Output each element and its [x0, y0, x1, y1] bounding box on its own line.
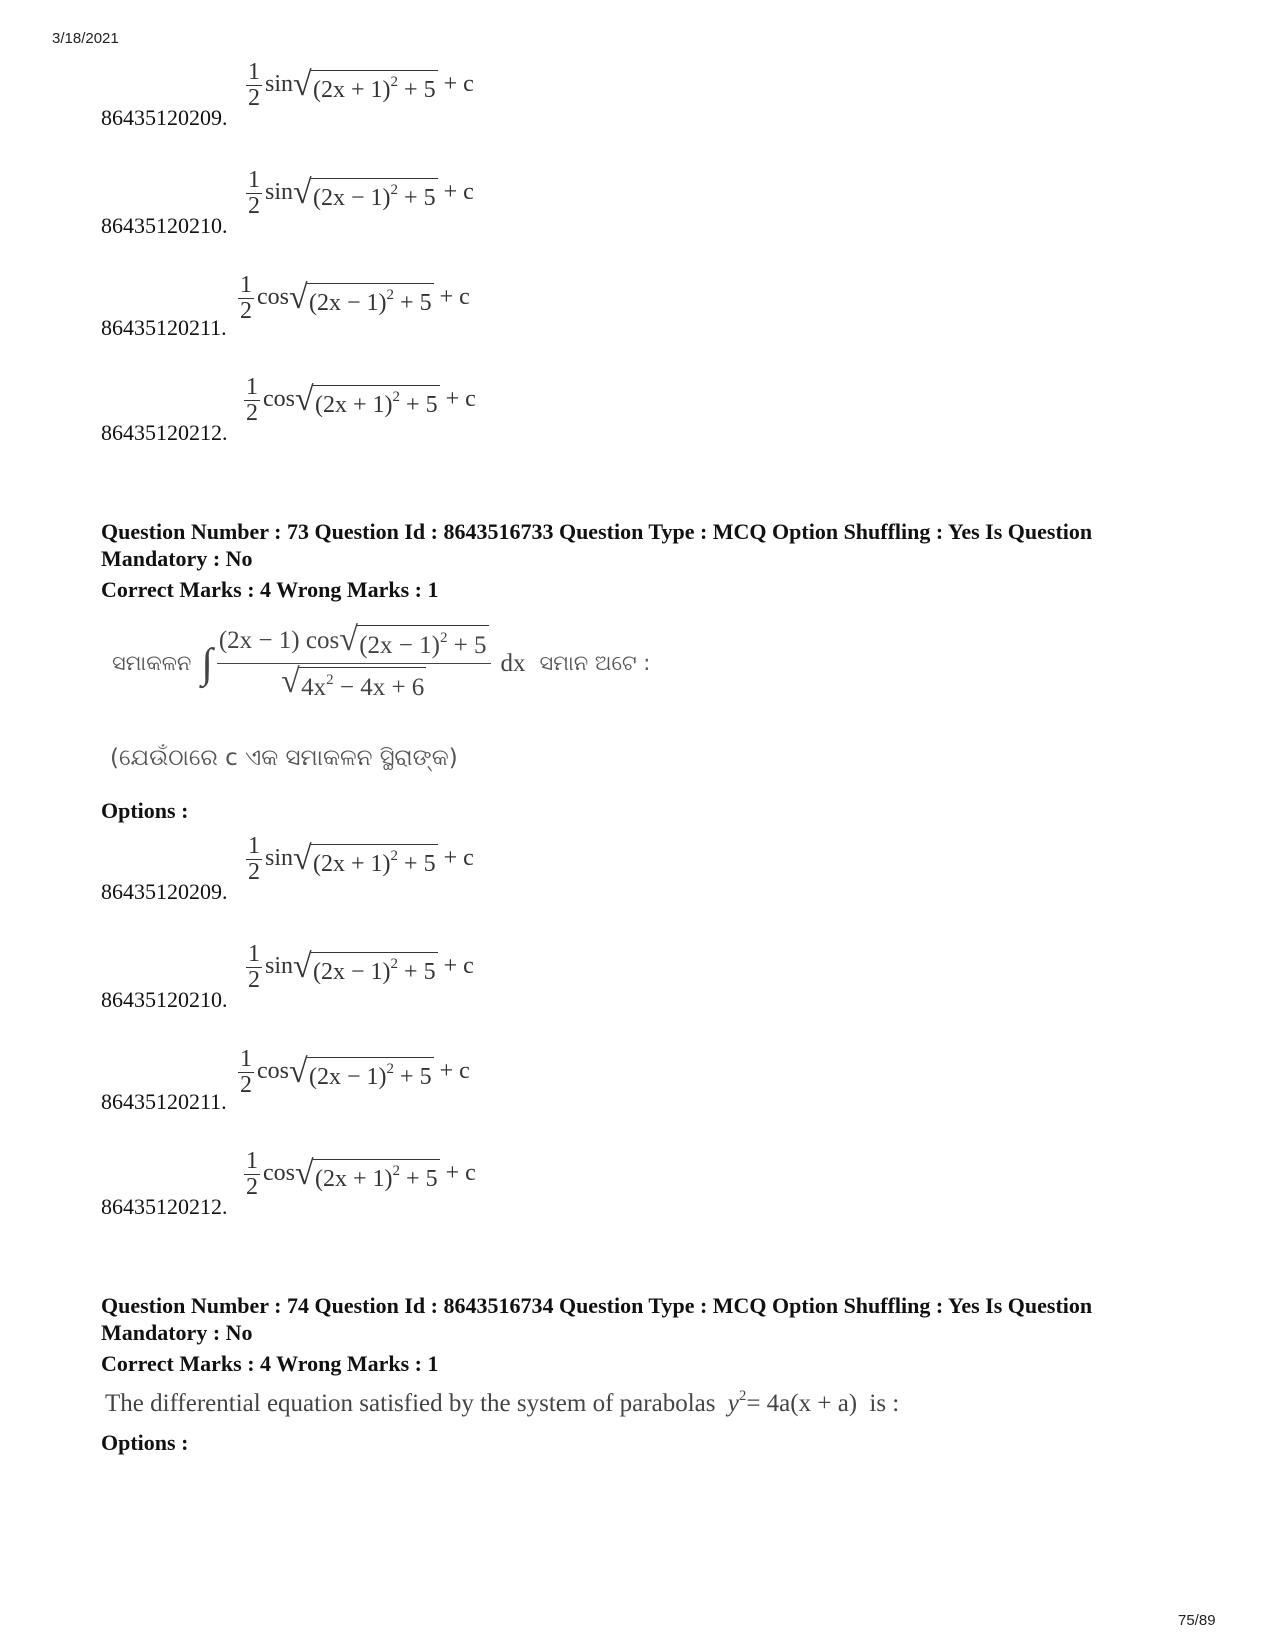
option-formula: $\frac{1}{2}$ sin √ $(2x - 1)^2 + 5 + c$ — [248, 941, 474, 994]
print-date: 3/18/2021 — [52, 30, 119, 47]
option-id: 86435120211. — [101, 315, 227, 340]
option-id: 86435120210. — [101, 987, 228, 1012]
option-id: 86435120212. — [101, 420, 228, 445]
option-id: 86435120211. — [101, 1089, 227, 1114]
option-formula: $\frac{1}{2}$ cos √ $(2x + 1)^2 + 5 + c$ — [246, 1148, 476, 1201]
option-formula: $\frac{1}{2}$ sin √ $(2x + 1)^2 + 5 + c$ — [248, 833, 474, 886]
stem-suffix: ସମାନ ଅଟେ : — [539, 651, 651, 675]
options-label: Options : — [101, 1430, 189, 1455]
stem-note: (ଯେଉଁଠାରେ c ଏକ ସମାକଳନ ସ୍ଥିରାଙ୍କ) — [110, 745, 458, 771]
option-formula: $\frac{1}{2}$ sin √ $(2x - 1)^2 + 5 + c$ — [248, 167, 474, 220]
option-id: 86435120210. — [101, 213, 228, 238]
option-formula: $\frac{1}{2}$ cos √ $(2x - 1)^2 + 5 + c$ — [240, 1046, 470, 1099]
options-label: Options : — [101, 798, 189, 823]
question-stem: The differential equation satisfied by the system of parabolas $y^2= 4a(x + a)$ is : — [105, 1388, 900, 1417]
integrand-fraction: (2x − 1) cos √ $(2x - 1)^2 + 5$ √ $4x^2 - 4x + 6$ — [217, 625, 491, 702]
option-id: 86435120209. — [101, 105, 228, 130]
question-stem — [112, 621, 651, 702]
question-header: Question Number : 73 Question Id : 8643516733 Question Type : MCQ Option Shuffling : Yes Is Question Mandatory : No — [101, 519, 1093, 571]
integral-sign: ∫ — [201, 640, 213, 687]
page-number: 75/89 — [1178, 1612, 1216, 1629]
question-marks: Correct Marks : 4 Wrong Marks : 1 — [101, 1351, 439, 1376]
question-header: Question Number : 74 Question Id : 8643516734 Question Type : MCQ Option Shuffling : Yes Is Question Mandatory : No — [101, 1293, 1093, 1345]
question-marks: Correct Marks : 4 Wrong Marks : 1 — [101, 577, 439, 602]
option-id: 86435120209. — [101, 879, 228, 904]
option-formula: $\frac{1}{2}$ cos √ $(2x + 1)^2 + 5 + c$ — [246, 374, 476, 427]
dx-symbol: dx — [500, 649, 526, 677]
option-formula: $\frac{1}{2}$ cos √ $(2x - 1)^2 + 5 + c$ — [240, 272, 470, 325]
option-formula: $\frac{1}{2}$ sin √ $(2x + 1)^2 + 5 + c$ — [248, 59, 474, 112]
option-id: 86435120212. — [101, 1194, 228, 1219]
stem-prefix: ସମାକଳନ — [112, 651, 192, 675]
